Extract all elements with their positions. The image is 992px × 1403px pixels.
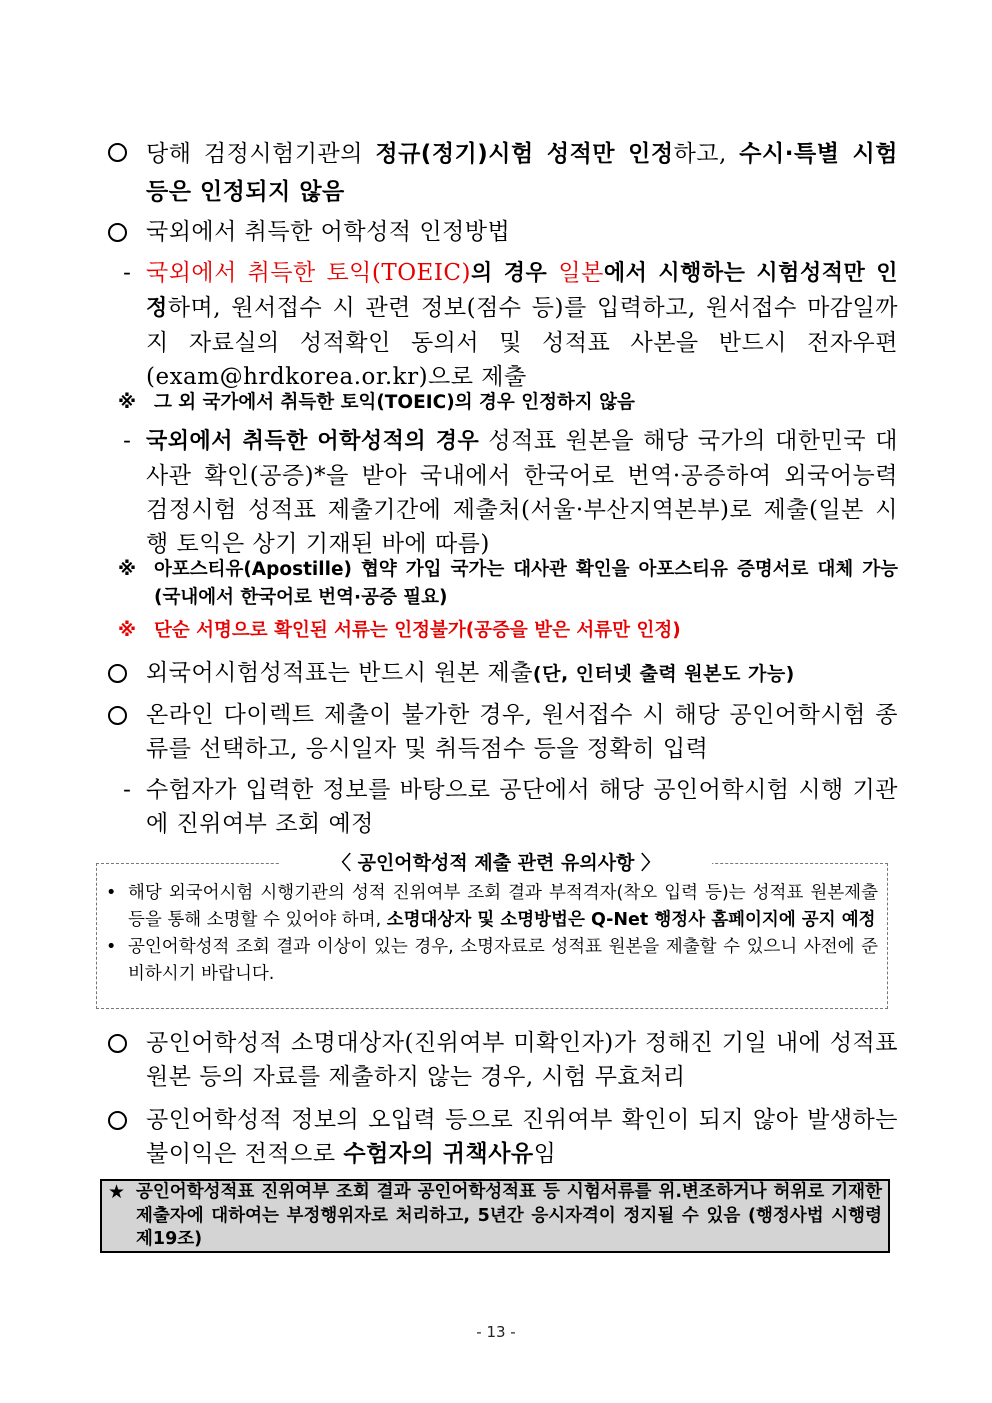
text-normal: 하고, — [673, 141, 740, 167]
section-verification — [108, 773, 898, 841]
text-bold: 의 경우 — [471, 261, 559, 286]
text-bold: 수시·특별 시험 등은 인정되지 않음 — [146, 141, 898, 205]
section-original-submission — [108, 656, 898, 692]
text-bold: 정규(정기)시험 성적만 인정 — [375, 141, 674, 167]
paragraph-text — [146, 1103, 898, 1171]
warning-box — [100, 1179, 890, 1253]
notice-item-text: 공인어학성적 조회 결과 이상이 있는 경우, 소명자료로 성적표 원본을 제출할 수 있으니 사전에 준비하시기 바랍니다. — [128, 937, 878, 984]
circle-bullet-icon — [108, 215, 146, 251]
text-red: 국외에서 취득한 토익(TOEIC) — [146, 260, 471, 286]
dash-bullet: - — [123, 428, 131, 454]
paragraph-text: 공인어학성적 소명대상자(진위여부 미확인자)가 정해진 기일 내에 성적표 원본 등의 자료를 제출하지 않는 경우, 시험 무효처리 — [146, 1030, 898, 1090]
circle-bullet-icon — [108, 698, 146, 734]
text-normal: 성적표 원본을 해당 국가의 대한민국 대사관 확인(공증)*을 받아 국내에서 한국어로 번역·공증하여 외국어능력 검정시험 성적표 제출기간에 제출처(서울·부산지역본부)로 제출(일본 시행 토익은 상기 기재된 바에 따름) — [146, 428, 898, 557]
text-normal: 당해 검정시험기관의 — [146, 141, 376, 167]
text-bold: 수험자의 귀책사유 — [343, 1141, 534, 1167]
notice-item — [106, 934, 878, 988]
paragraph-text — [146, 656, 898, 691]
paragraph-text: 국외에서 취득한 어학성적 인정방법 — [146, 219, 511, 245]
note-apostille — [118, 556, 898, 612]
section-overseas-method — [108, 215, 898, 251]
notice-item — [106, 880, 878, 934]
circle-bullet-icon — [108, 1103, 146, 1139]
section-overseas-scores — [108, 424, 898, 561]
paragraph-text: 수험자가 입력한 정보를 바탕으로 공단에서 해당 공인어학시험 시행 기관에 진위여부 조회 예정 — [146, 777, 898, 837]
text-bold: 에서 시행하는 시험성적만 인정 — [146, 261, 899, 321]
section-explanation-deadline — [108, 1026, 898, 1094]
circle-bullet-icon — [108, 656, 146, 692]
section-official-test-only — [108, 135, 898, 211]
star-icon: ★ — [108, 1181, 126, 1203]
dash-bullet: - — [123, 260, 131, 286]
notice-box-body — [106, 880, 878, 988]
circle-bullet-icon — [108, 1026, 146, 1062]
reference-mark: ※ — [118, 392, 136, 413]
circle-bullet-icon — [108, 135, 146, 171]
bullet-dot: • — [106, 937, 117, 957]
text-normal: 임 — [533, 1141, 557, 1167]
text-bold: 소명대상자 및 소명방법은 Q-Net 행정사 홈페이지에 공지 예정 — [386, 910, 876, 930]
text-normal: 공인어학성적 정보의 오입력 등으로 진위여부 확인이 되지 않아 발생하는 불이익은 전적으로 — [146, 1107, 898, 1167]
text-bold: 국외에서 취득한 어학성적의 경우 — [146, 429, 480, 454]
page-number: - 13 - — [476, 1323, 516, 1341]
note-text: 그 외 국가에서 취득한 토익(TOEIC)의 경우 인정하지 않음 — [154, 392, 635, 413]
warning-text: 공인어학성적표 진위여부 조회 결과 공인어학성적표 등 시험서류를 위.변조하거나 허위로 기재한 제출자에 대하여는 부정행위자로 처리하고, 5년간 응시자격이 정지될 수 있음 (행정사법 시행령 제19조) — [136, 1182, 882, 1249]
paragraph-text — [146, 256, 898, 394]
bullet-dot: • — [106, 883, 117, 903]
text-normal: 해당 외국어시험 시행기관의 성적 진위여부 조회 결과 부적격자(착오 입력 등)는 성적표 원본제출 등을 통해 소명할 수 있어야 하며, — [128, 883, 878, 930]
section-responsibility — [108, 1103, 898, 1171]
reference-mark: ※ — [118, 559, 136, 580]
paragraph-text: 온라인 다이렉트 제출이 불가한 경우, 원서접수 시 해당 공인어학시험 종류를 선택하고, 응시일자 및 취득점수 등을 정확히 입력 — [146, 702, 898, 762]
reference-mark: ※ — [118, 620, 136, 641]
notice-box-title: 〈 공인어학성적 제출 관련 유의사항 〉 — [280, 848, 712, 878]
section-online-direct — [108, 698, 898, 766]
text-normal: 외국어시험성적표는 반드시 원본 제출 — [146, 660, 533, 686]
note-text: 단순 서명으로 확인된 서류는 인정불가(공증을 받은 서류만 인정) — [154, 620, 681, 641]
paragraph-text — [146, 424, 898, 561]
dash-bullet: - — [123, 777, 131, 803]
text-red: 일본 — [558, 260, 604, 286]
notice-item-text — [128, 880, 878, 934]
note-signature — [118, 617, 898, 645]
text-normal: 하며, 원서접수 시 관련 정보(점수 등)를 입력하고, 원서접수 마감일까지 자료실의 성적확인 동의서 및 성적표 사본을 반드시 전자우편 (exam@hrdkorea.or.kr)으로 제출 — [146, 295, 898, 390]
paragraph-text — [146, 135, 898, 211]
note-text: 아포스티유(Apostille) 협약 가입 국가는 대사관 확인을 아포스티유 증명서로 대체 가능(국내에서 한국어로 번역·공증 필요) — [154, 559, 898, 608]
note-other-countries — [118, 389, 898, 417]
section-toeic-japan — [108, 256, 898, 394]
text-bold: (단, 인터넷 출력 원본도 가능) — [532, 663, 795, 685]
